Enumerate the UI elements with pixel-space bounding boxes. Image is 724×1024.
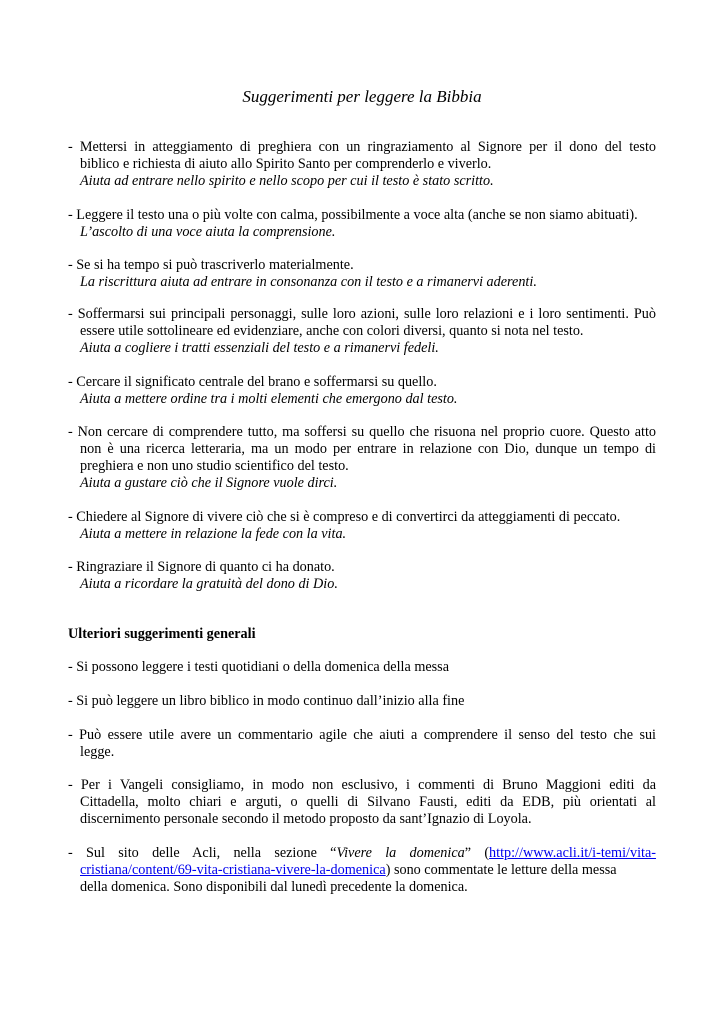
suggestion-text: - Chiedere al Signore di vivere ciò che si è compreso e di convertirci da atteggiamenti di peccato. — [68, 509, 621, 525]
suggestion-text: - Non cercare di comprendere tutto, ma soffersi su quello che risuona nel proprio cuore. Questo atto — [68, 424, 656, 440]
suggestion-item — [68, 509, 656, 543]
suggestion-item — [68, 374, 656, 408]
general-text: - Per i Vangeli consigliamo, in modo non esclusivo, i commenti di Bruno Maggioni editi da — [68, 777, 656, 793]
suggestion-note: L’ascolto di una voce aiuta la comprensione. — [80, 224, 336, 240]
suggestion-text: non è una ricerca letteraria, ma un modo per entrare in relazione con Dio, dunque un tempo di — [80, 441, 656, 457]
general-text: legge. — [80, 744, 115, 760]
general-text-part: ” ( — [464, 845, 490, 861]
suggestion-item — [68, 257, 656, 291]
acli-link[interactable]: cristiana/content/69-vita-cristiana-vivere-la-domenica — [80, 862, 386, 878]
suggestion-note: Aiuta ad entrare nello spirito e nello scopo per cui il testo è stato scritto. — [80, 173, 494, 189]
page-title: Suggerimenti per leggere la Bibbia — [242, 87, 482, 106]
suggestion-item — [68, 306, 656, 357]
suggestion-text: - Mettersi in atteggiamento di preghiera con un ringraziamento al Signore per il dono del testo — [68, 139, 656, 155]
section-heading: Ulteriori suggerimenti generali — [68, 626, 256, 642]
suggestion-note: Aiuta a ricordare la gratuità del dono di Dio. — [80, 576, 338, 592]
general-text: - Può essere utile avere un commentario agile che aiuti a comprendere il senso del testo che sui — [68, 727, 656, 743]
suggestion-note: Aiuta a mettere ordine tra i molti elementi che emergono dal testo. — [80, 391, 458, 407]
suggestion-text: - Ringraziare il Signore di quanto ci ha donato. — [68, 559, 335, 575]
general-text — [68, 862, 656, 879]
section-name: Vivere la domenica — [336, 845, 465, 861]
suggestion-text: - Cercare il significato centrale del brano e soffermarsi su quello. — [68, 374, 437, 390]
suggestion-text: - Se si ha tempo si può trascriverlo materialmente. — [68, 257, 354, 273]
general-text — [68, 845, 656, 862]
general-text-part: ) sono commentate le letture della messa — [385, 862, 617, 878]
suggestion-text: biblico e richiesta di aiuto allo Spirito Santo per comprenderlo e viverlo. — [80, 156, 492, 172]
general-text: discernimento personale secondo il metodo proposto da sant’Ignazio di Loyola. — [80, 811, 532, 827]
general-item — [68, 659, 656, 676]
general-text: della domenica. Sono disponibili dal lunedì precedente la domenica. — [80, 879, 468, 895]
general-text: Cittadella, molto chiari e arguti, o quelli di Silvano Fausti, editi da EDB, più orientati al — [80, 794, 656, 810]
suggestion-item — [68, 424, 656, 492]
suggestion-note: Aiuta a gustare ciò che il Signore vuole dirci. — [80, 475, 338, 491]
suggestion-note: La riscrittura aiuta ad entrare in consonanza con il testo e a rimanervi aderenti. — [80, 274, 537, 290]
suggestion-item — [68, 559, 656, 593]
suggestion-text: - Leggere il testo una o più volte con calma, possibilmente a voce alta (anche se non siamo abituati). — [68, 207, 638, 223]
suggestion-text: preghiera e non uno studio scientifico del testo. — [80, 458, 349, 474]
suggestion-item — [68, 139, 656, 190]
suggestion-text: - Soffermarsi sui principali personaggi, sulle loro azioni, sulle loro relazioni e i loro sentimenti. Può — [68, 306, 656, 322]
general-item — [68, 693, 656, 710]
suggestion-item — [68, 207, 656, 241]
general-item — [68, 727, 656, 761]
general-item — [68, 777, 656, 828]
suggestion-note: Aiuta a cogliere i tratti essenziali del testo e a rimanervi fedeli. — [80, 340, 439, 356]
general-text: - Si possono leggere i testi quotidiani o della domenica della messa — [68, 659, 450, 675]
general-text: - Si può leggere un libro biblico in modo continuo dall’inizio alla fine — [68, 693, 465, 709]
acli-link[interactable]: http://www.acli.it/i-temi/vita- — [489, 845, 656, 861]
general-text-part: - Sul sito delle Acli, nella sezione “ — [68, 845, 337, 861]
suggestion-text: essere utile sottolineare ed evidenziare, anche con colori diversi, quanto si nota nel testo. — [80, 323, 584, 339]
suggestion-note: Aiuta a mettere in relazione la fede con la vita. — [80, 526, 347, 542]
general-item — [68, 845, 656, 896]
